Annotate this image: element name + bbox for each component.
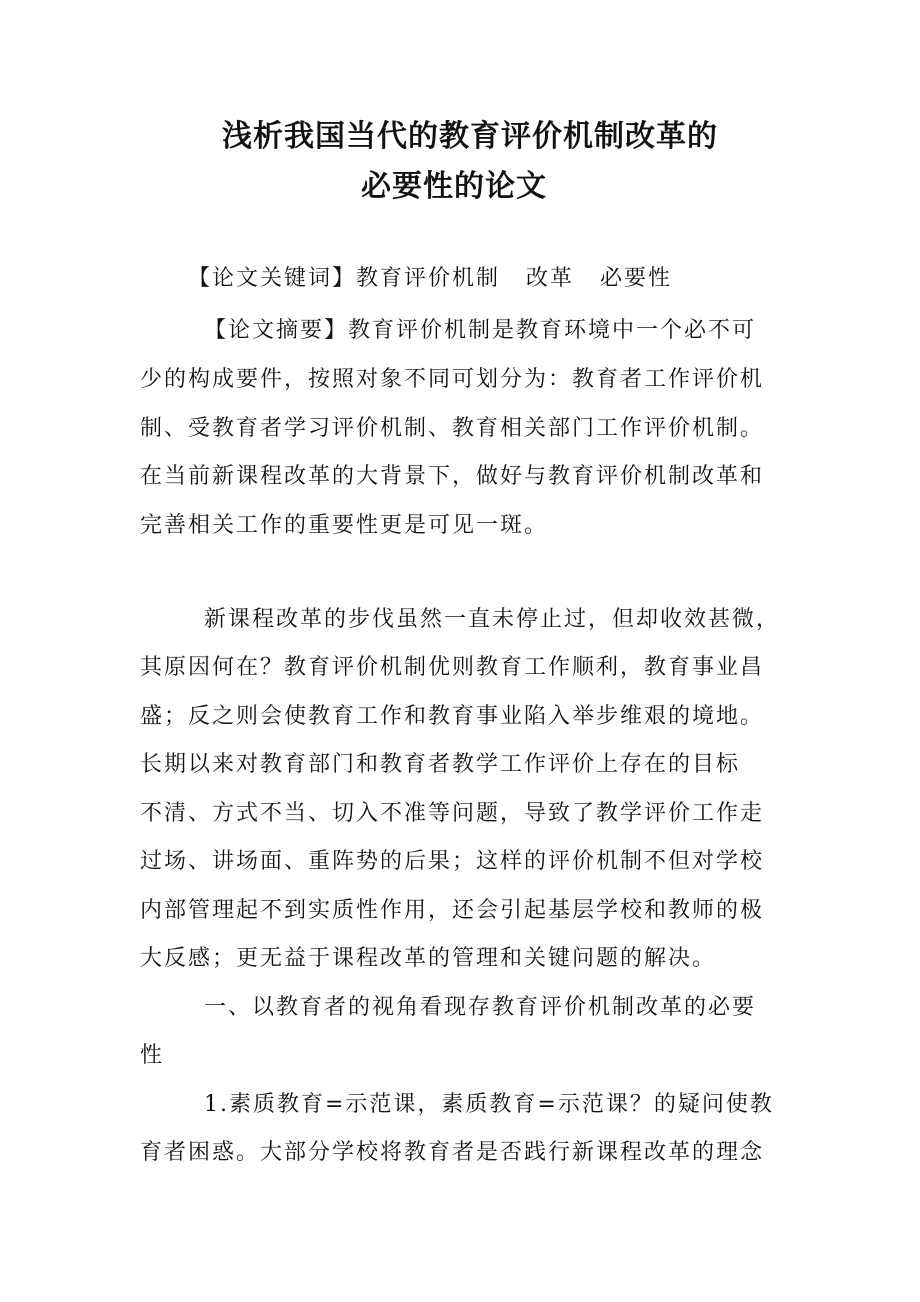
body-paragraph-line: 不清、方式不当、切入不准等问题，导致了教学评价工作走 [140, 801, 765, 826]
document-title-line-2: 必要性的论文 [361, 169, 547, 204]
abstract-line: 制、受教育者学习评价机制、教育相关部门工作评价机制。 [140, 416, 765, 441]
abstract-line: 完善相关工作的重要性更是可见一斑。 [140, 513, 549, 538]
keyword-item: 教育评价机制 [356, 266, 501, 291]
body-paragraph-line: 1.素质教育=示范课，素质教育=示范课？的疑问使教 [204, 1092, 774, 1117]
document-title-line-1: 浅析我国当代的教育评价机制改革的 [222, 119, 718, 154]
body-paragraph-line: 其原因何在？教育评价机制优则教育工作顺利，教育事业昌 [140, 655, 765, 680]
body-paragraph-line: 内部管理起不到实质性作用，还会引起基层学校和教师的极 [140, 898, 765, 923]
body-paragraph-line: 育者困惑。大部分学校将教育者是否践行新课程改革的理念 [140, 1140, 765, 1165]
abstract-line: 【论文摘要】教育评价机制是教育环境中一个必不可 [204, 318, 757, 343]
abstract-line: 少的构成要件，按照对象不同可划分为：教育者工作评价机 [140, 367, 765, 392]
keyword-item: 改革 [526, 266, 575, 291]
section-heading: 性 [140, 1043, 165, 1068]
body-paragraph-line: 盛；反之则会使教育工作和教育事业陷入举步维艰的境地。 [140, 704, 765, 729]
section-heading: 一、以教育者的视角看现存教育评价机制改革的必要 [204, 995, 757, 1020]
keywords-label: 【论文关键词】 [188, 266, 357, 291]
body-paragraph-line: 大反感；更无益于课程改革的管理和关键问题的解决。 [140, 946, 717, 971]
body-paragraph-line: 过场、讲场面、重阵势的后果；这样的评价机制不但对学校 [140, 849, 765, 874]
body-paragraph-line: 新课程改革的步伐虽然一直未停止过，但却收效甚微， [204, 607, 781, 632]
keywords-line [188, 268, 672, 290]
keyword-item: 必要性 [600, 266, 673, 291]
abstract-line: 在当前新课程改革的大背景下，做好与教育评价机制改革和 [140, 464, 765, 489]
body-paragraph-line: 长期以来对教育部门和教育者教学工作评价上存在的目标 [140, 752, 741, 777]
